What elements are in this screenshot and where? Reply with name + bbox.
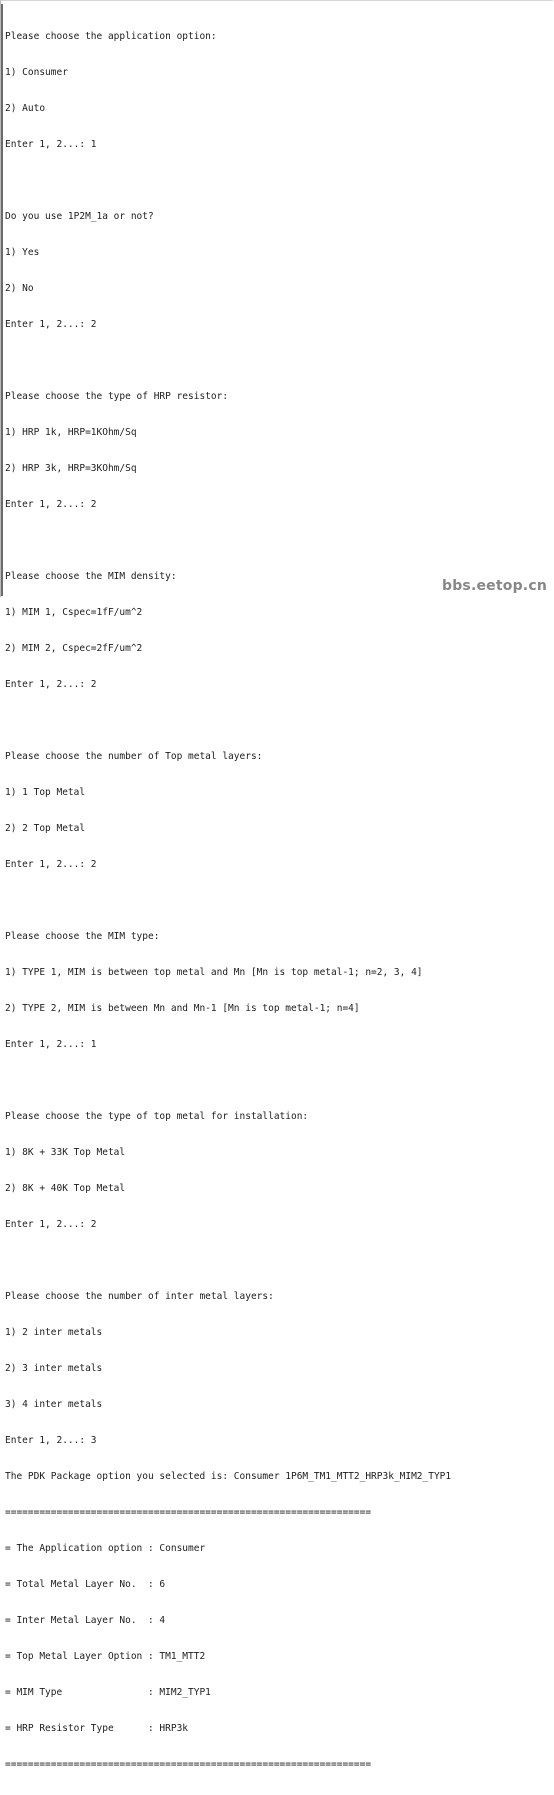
terminal-line: = Inter Metal Layer No. : 4 xyxy=(5,1615,166,1626)
terminal-line: Enter 1, 2...: 2 xyxy=(5,1219,97,1230)
terminal-line: = Total Metal Layer No. : 6 xyxy=(5,1579,166,1590)
terminal-line: 1) 2 inter metals xyxy=(5,1327,103,1338)
terminal-line: 1) 8K + 33K Top Metal xyxy=(5,1147,126,1158)
terminal-output xyxy=(5,7,551,1795)
terminal-line: = Top Metal Layer Option : TM1_MTT2 xyxy=(5,1651,206,1662)
terminal-line: Enter 1, 2...: 2 xyxy=(5,319,97,330)
terminal-left-edge xyxy=(1,4,3,596)
terminal-line: Please choose the number of Top metal layers: xyxy=(5,751,263,762)
terminal-line: 3) 4 inter metals xyxy=(5,1399,103,1410)
terminal-line: 2) HRP 3k, HRP=3KOhm/Sq xyxy=(5,463,137,474)
terminal-line: ================================================================ xyxy=(5,1507,372,1518)
terminal-line: 1) MIM 1, Cspec=1fF/um^2 xyxy=(5,607,143,618)
terminal-line xyxy=(5,715,551,727)
terminal-line: 2) TYPE 2, MIM is between Mn and Mn-1 [Mn is top metal-1; n=4] xyxy=(5,1003,360,1014)
terminal-line: 1) Consumer xyxy=(5,67,68,78)
terminal-line xyxy=(5,175,551,187)
terminal-line: 2) No xyxy=(5,283,34,294)
terminal-line xyxy=(5,1255,551,1267)
terminal-line: 2) Auto xyxy=(5,103,46,114)
terminal-line: Please choose the application option: xyxy=(5,31,217,42)
terminal-line: 1) 1 Top Metal xyxy=(5,787,86,798)
terminal-line: 2) MIM 2, Cspec=2fF/um^2 xyxy=(5,643,143,654)
terminal-line: The PDK Package option you selected is: Consumer 1P6M_TM1_MTT2_HRP3k_MIM2_TYP1 xyxy=(5,1471,452,1482)
terminal-line xyxy=(5,535,551,547)
terminal-line: Please choose the type of top metal for installation: xyxy=(5,1111,309,1122)
terminal-line: Do you use 1P2M_1a or not? xyxy=(5,211,154,222)
terminal-line: 2) 2 Top Metal xyxy=(5,823,86,834)
terminal-line xyxy=(5,355,551,367)
watermark-text: bbs.eetop.cn xyxy=(441,578,547,594)
terminal-line: = HRP Resistor Type : HRP3k xyxy=(5,1723,189,1734)
terminal-line: 1) Yes xyxy=(5,247,40,258)
terminal-line: ================================================================ xyxy=(5,1759,372,1770)
terminal-line: Enter 1, 2...: 1 xyxy=(5,139,97,150)
terminal-line: Please choose the type of HRP resistor: xyxy=(5,391,229,402)
terminal-line: = The Application option : Consumer xyxy=(5,1543,206,1554)
terminal-line: 2) 8K + 40K Top Metal xyxy=(5,1183,126,1194)
terminal-line: Enter 1, 2...: 2 xyxy=(5,499,97,510)
terminal-line: Please choose the number of inter metal layers: xyxy=(5,1291,274,1302)
terminal-line: Enter 1, 2...: 2 xyxy=(5,679,97,690)
terminal-line: 1) HRP 1k, HRP=1KOhm/Sq xyxy=(5,427,137,438)
terminal-line: Enter 1, 2...: 2 xyxy=(5,859,97,870)
terminal-line xyxy=(5,1075,551,1087)
terminal-line: 2) 3 inter metals xyxy=(5,1363,103,1374)
terminal-line: 1) TYPE 1, MIM is between top metal and Mn [Mn is top metal-1; n=2, 3, 4] xyxy=(5,967,423,978)
terminal-line: Please choose the MIM type: xyxy=(5,931,160,942)
terminal-line: Enter 1, 2...: 1 xyxy=(5,1039,97,1050)
terminal-line: = MIM Type : MIM2_TYP1 xyxy=(5,1687,211,1698)
terminal-line: Please choose the MIM density: xyxy=(5,571,177,582)
terminal-line xyxy=(5,895,551,907)
terminal-line: Enter 1, 2...: 3 xyxy=(5,1435,97,1446)
